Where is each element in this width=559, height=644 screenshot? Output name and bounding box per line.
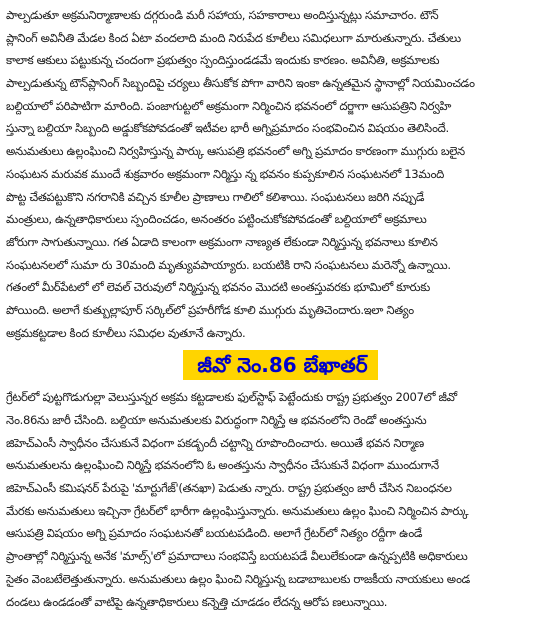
- paragraph-line: ప్లానింగ్ అవినీతి మేడల కింద ఏటా వందలాది మంది నిరుపేద కూలీలు సమిధలుగా మారుతున్నారు. చేతులు: [6, 30, 461, 45]
- paragraph-line: జిహెచ్ఎంసీ స్వాధీనం చేసుకునే విధంగా పకడ్బందీ చట్టాన్ని రూపొందించారు. అయితే భవన నిర్మాణ: [6, 435, 424, 450]
- paragraph-line: బల్దియాలో పరిపాటిగా మారింది. పంజాగుట్టలో అక్రమంగా నిర్మించిన భవనంలో దర్జాగా ఆసుపత్రిని నిర్వహి: [6, 98, 452, 113]
- paragraph-2: [6, 386, 555, 613]
- paragraph-line: మంత్రులు, ఉన్నతాధికారులు స్పందించడం, అనంతరం పట్టించుకోకపోవడంతో బల్దియాలో అక్రమాలు: [6, 212, 427, 227]
- paragraph-line: సంఘటనలలో సుమా రు 30మంది మృత్యువపాయ్యారు. బయటికి రాని సంఘటనలు మరెన్నో ఉన్నాయి.: [6, 257, 451, 272]
- paragraph-line: అనుమతులు ఉల్లంఘించి నిర్వహిస్తున్న పార్కు ఆసుపత్రి భవనంలో అగ్ని ప్రమాదం కారణంగా ముగ్గురు బలైన: [6, 144, 465, 159]
- paragraph-line: సంఘటన మరువక ముందే శుక్రవారం అక్రమంగా నిర్మిస్తు న్న భవనం కుప్పకూలిన సంఘటనలో 13మంది: [6, 166, 444, 181]
- subheading: జీవో నెం.86 బేఖాతర్: [183, 350, 377, 380]
- paragraph-line: గతంలో మీర్‌పేటలో లో లెవల్ చెరువులో నిర్మిస్తున్న భవనం మొదటి అంతస్తువరకు భూమిలో కూరుకు: [6, 280, 430, 295]
- paragraph-line: పాల్పడుతూ అక్రమనిర్మాణాలకు దగ్గరుండి మరీ సహాయ, సహకారాలు అందిస్తున్నట్లు సమాచారం. టౌన్: [6, 8, 439, 22]
- paragraph-line: ఆసుపత్రి విషయం అగ్ని ప్రమాదం సంఘటనతో బయటపడింది. అలాగే గ్రేటర్‌లో నిత్యం రద్దీగా ఉండే: [6, 526, 423, 541]
- paragraph-line: అనుమతులను ఉల్లంఘించి నిర్మిస్తే భవనంలోని ఓ అంతస్తును స్వాధీనం చేసుకునే విధంగా ముందుగానే: [6, 458, 439, 473]
- paragraph-line: సైతం వెంబటేలెత్తుతున్నారు. అనుమతులు ఉల్లం ఘించి నిర్మిస్తున్న బడాబాబులకు రాజకీయ నాయకులు అండ: [6, 571, 470, 586]
- paragraph-line: జోరుగా సాగుతున్నాయి. గత ఏడాది కాలంగా అక్రమంగా నాణ్యత లేకుండా నిర్మిస్తున్న భవనాలు కూలిన: [6, 234, 438, 249]
- paragraph-line: అక్రమకట్టడాల కింద కూలీలు సమిధల వుతూనే ఉన్నారు.: [6, 325, 246, 340]
- paragraph-line: ప్రాంతాల్లో నిర్మిస్తున్న అనేక 'మాల్స్'లో ప్రమాదాలు సంభవిస్తే బయటపడే వీలులేకుండా ఉన్నప్పటికి అధికారులు: [6, 549, 468, 564]
- paragraph-line: గ్రేటర్‌లో పుట్టగొడుగుల్లా వెలుస్తున్నర అక్రమ కట్టడాలకు ఫుల్‌స్టాఫ్ పెట్టేందుకు రాష్ట్ర ప్రభుత్వం 2007లో జీవో: [6, 390, 457, 405]
- paragraph-line: పోయింది. అలాగే కుత్బుల్లాపూర్ సర్కిల్‌లో ప్రహరీగోడ కూలి ముగ్గురు మృతిచెందారు.ఇలా నిత్యం: [6, 302, 414, 317]
- paragraph-line: పొట్ట చేతపట్టుకొని నగరానికి వచ్చిన కూలీల ప్రాణాలు గాలిలో కలిశాయి. సంఘటనలు జరిగి నప్పుడే: [6, 189, 425, 204]
- paragraph-1: [6, 4, 555, 344]
- paragraph-line: స్తున్నా బల్దియా సిబ్బంది అడ్డుకోకపోవడంతో ఇటీవల భారీ అగ్నిప్రమాదం సంభవించిన విషయం తెలిసిందే.: [6, 121, 449, 136]
- paragraph-line: జిహెచ్ఎంసీ కమిషనర్ పేరుపై 'మార్టుగేజ్'(తనఖా) పెడుతు న్నారు. రాష్ట్ర ప్రభుత్వం జారీ చేసిన నిబంధనల: [6, 481, 452, 496]
- paragraph-line: కాలాక ఆకులు పట్టుకున్న చందంగా ప్రభుత్వం స్పందిస్తుండడమే ఇందుకు కారణం. అవినీతి, అక్రమాలకు: [6, 53, 440, 68]
- subheading-block: [6, 350, 555, 386]
- paragraph-line: పాల్పడుతున్న టౌన్‌ప్లానింగ్ సిబ్బందిపై చర్యలు తీసుకోక పోగా వారిని ఇంకా ఉన్నతమైన స్థానాల్లో నియమించడం: [6, 76, 475, 91]
- paragraph-line: మేరకు అనుమతులు ఇచ్చినా గ్రేటర్‌లో భారీగా ఉల్లంఘిస్తున్నారు. అనుమతులు ఉల్లం ఘించి నిర్మించిన పార్కు: [6, 503, 469, 518]
- paragraph-line: దండలు ఉండడంతో వాటిపై ఉన్నతాధికారులు కన్నెత్తి చూడడం లేదన్న ఆరోప ణలున్నాయి.: [6, 594, 388, 609]
- paragraph-line: నెం.86ను జారీ చేసింది. బల్దియా అనుమతులకు విరుద్ధంగా నిర్మిస్తే ఆ భవనంలోని రెండో అంతస్తును: [6, 413, 427, 427]
